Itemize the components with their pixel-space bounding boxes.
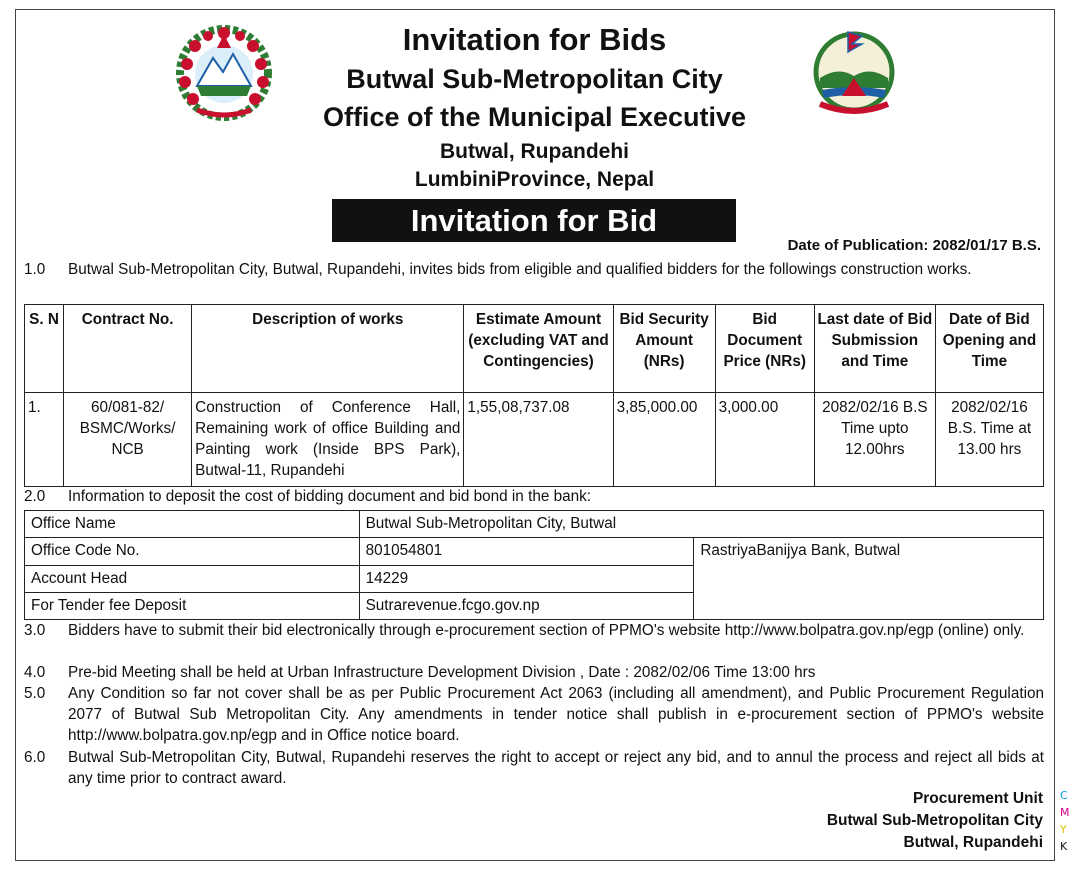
section-6 <box>24 747 1044 789</box>
cell-description: Construction of Conference Hall, Remaining work of office Building and Painting work (Inside BPS Park), Butwal-11, Rupandehi <box>192 393 464 487</box>
section-3 <box>24 620 1044 662</box>
header-last-date: Last date of Bid Submission and Time <box>814 305 935 393</box>
bank-value: Butwal Sub-Metropolitan City, Butwal <box>359 511 1043 538</box>
bank-label: For Tender fee Deposit <box>25 593 360 620</box>
notice-title: Invitation for Bids <box>402 22 667 57</box>
cmyk-mark-k: K <box>1060 840 1068 853</box>
cmyk-mark-m: M <box>1060 806 1069 819</box>
table-row <box>25 393 1044 487</box>
section-text: Pre-bid Meeting shall be held at Urban Infrastructure Development Division , Date : 2082/02/06 Time 13:00 hrs <box>68 664 816 681</box>
bank-table <box>24 510 1044 620</box>
bank-label: Account Head <box>25 566 360 593</box>
cmyk-mark-c: C <box>1060 789 1068 802</box>
cell-last-date: 2082/02/16 B.S Time upto 12.00hrs <box>814 393 935 487</box>
bid-banner: Invitation for Bid <box>332 199 736 242</box>
bid-table <box>24 304 1044 487</box>
cell-sn: 1. <box>25 393 64 487</box>
cell-document-price: 3,000.00 <box>715 393 814 487</box>
section-1 <box>24 259 1044 301</box>
organization-name: Butwal Sub-Metropolitan City <box>346 64 723 94</box>
section-4 <box>24 662 1044 683</box>
section-number: 4.0 <box>24 664 46 681</box>
bank-name: RastriyaBanijya Bank, Butwal <box>694 538 1044 620</box>
cell-contract-no: 60/081-82/ BSMC/Works/ NCB <box>64 393 192 487</box>
section-text: Butwal Sub-Metropolitan City, Butwal, Rupandehi reserves the right to accept or reject any bid, and to annul the process and reject all bids at any time prior to contract award. <box>68 749 1044 787</box>
cell-estimate-amount: 1,55,08,737.08 <box>464 393 613 487</box>
header-contract-no: Contract No. <box>64 305 192 393</box>
signature-unit: Procurement Unit <box>912 790 1043 807</box>
section-text: Any Condition so far not cover shall be as per Public Procurement Act 2063 (including all amendment), and Public Procurement Regulation 2077 of Butwal Sub Metropolitan City. Any amendments in tender notice shall publish in e-procurement section of PPMO's website http://www.bolpatra.gov.np/egp and in Office notice board. <box>68 685 1044 744</box>
header-estimate-amount: Estimate Amount (excluding VAT and Contingencies) <box>464 305 613 393</box>
location: Butwal, Rupandehi <box>440 140 629 163</box>
bank-label: Office Code No. <box>25 538 360 566</box>
province: LumbiniProvince, Nepal <box>414 168 655 191</box>
section-5 <box>24 683 1044 746</box>
table-row <box>25 511 1044 538</box>
bank-value: 14229 <box>359 566 694 593</box>
section-text: Butwal Sub-Metropolitan City, Butwal, Rupandehi, invites bids from eligible and qualified bidders for the followings construction works. <box>68 261 972 278</box>
section-number: 6.0 <box>24 749 46 766</box>
header-opening-date: Date of Bid Opening and Time <box>935 305 1043 393</box>
cell-opening-date: 2082/02/16 B.S. Time at 13.00 hrs <box>935 393 1043 487</box>
cell-bid-security: 3,85,000.00 <box>613 393 715 487</box>
cmyk-mark-y: Y <box>1060 823 1067 836</box>
section-number: 5.0 <box>24 685 46 702</box>
header-document-price: Bid Document Price (NRs) <box>715 305 814 393</box>
header-bid-security: Bid Security Amount (NRs) <box>613 305 715 393</box>
office-name: Office of the Municipal Executive <box>322 102 747 132</box>
bank-label: Office Name <box>25 511 360 538</box>
signature-location: Butwal, Rupandehi <box>903 834 1043 851</box>
header-sn: S. N <box>25 305 64 393</box>
bid-table-header-row <box>25 305 1044 393</box>
header-description: Description of works <box>192 305 464 393</box>
section-text: Bidders have to submit their bid electronically through e-procurement section of PPMO's website http://www.bolpatra.gov.np/egp (online) only. <box>68 622 1025 639</box>
bank-value: Sutrarevenue.fcgo.gov.np <box>359 593 694 620</box>
section-number: 1.0 <box>24 261 46 278</box>
section-number: 2.0 <box>24 488 46 505</box>
bank-value: 801054801 <box>359 538 694 566</box>
publication-date: Date of Publication: 2082/01/17 B.S. <box>787 237 1041 254</box>
table-row <box>25 538 1044 566</box>
section-2 <box>24 486 1044 507</box>
signature-org: Butwal Sub-Metropolitan City <box>826 812 1043 829</box>
section-text: Information to deposit the cost of bidding document and bid bond in the bank: <box>68 488 591 505</box>
section-number: 3.0 <box>24 622 46 639</box>
